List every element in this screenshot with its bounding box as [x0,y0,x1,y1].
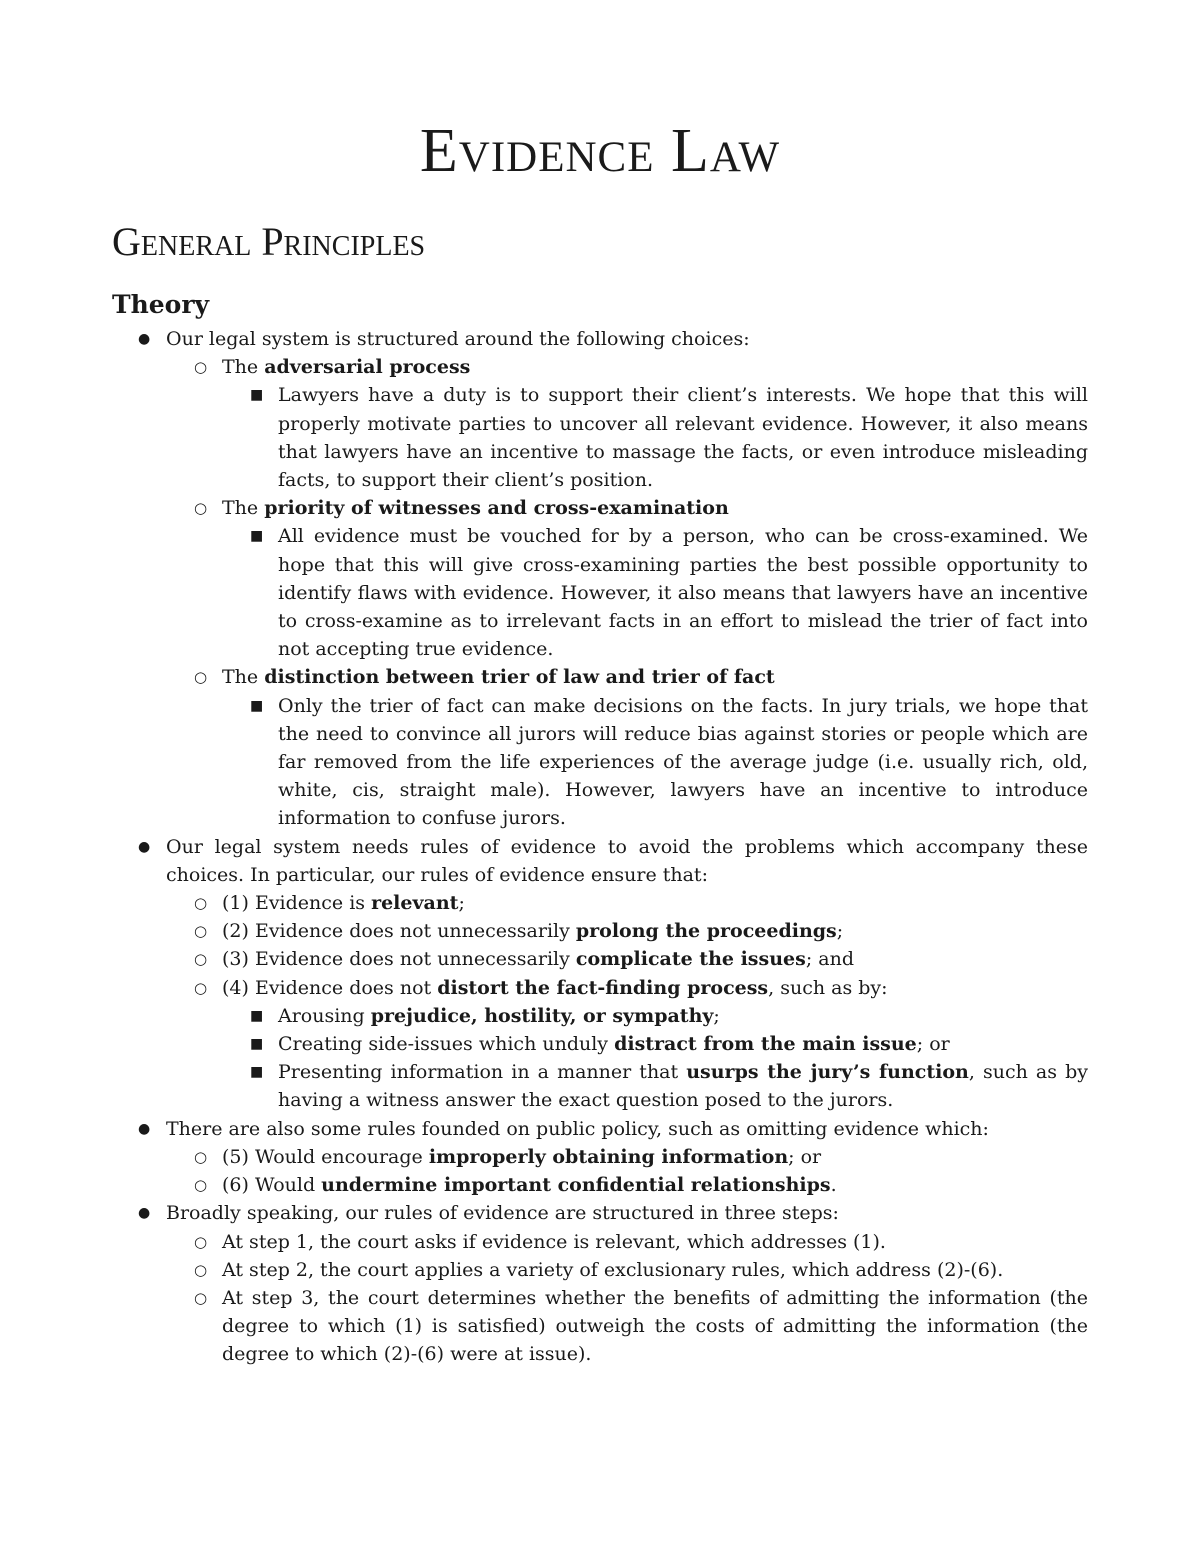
item-text: Only the trier of fact can make decisions on the facts. In jury trials, we hope that the need to convince all jurors will reduce bias against stories or people which are far removed from the life experiences of the average judge (i.e. usually rich, old, white, cis, straight male). However, lawyers have an incentive to introduce information to confuse jurors. [278,694,1088,830]
item-text: (6) Would [222,1174,322,1197]
item-bold-term: adversarial process [264,356,471,379]
item-text: All evidence must be vouched for by a person, who can be cross-examined. We hope that this will give cross-examining parties the best possible opportunity to identify flaws with evidence. However, it also means that lawyers have an incentive to cross-examine as to irrelevant facts in an effort to mislead the trier of fact into not accepting true evidence. [278,525,1088,661]
list-item-text [222,1284,1088,1369]
bullet-marker-icon: ■ [250,1064,264,1081]
list-item-level-2 [194,1171,1088,1199]
list-item-level-2 [194,1143,1088,1171]
list-item-level-3 [250,522,1088,663]
item-text-suffix: ; [458,892,465,915]
bullet-marker-icon: ○ [194,1147,208,1166]
item-text: There are also some rules founded on public policy, such as omitting evidence which: [166,1117,989,1140]
bullet-marker-icon: ○ [194,922,208,941]
list-item-text [222,494,1088,522]
list-item-text [222,1171,1088,1199]
item-text: Presenting information in a manner that [278,1061,687,1084]
item-bold-term: undermine important confidential relationships [321,1174,831,1197]
item-bold-term: complicate the issues [575,948,806,971]
item-bold-term: prejudice, hostility, or sympathy [370,1004,714,1027]
item-text-suffix: , such as by: [768,976,888,999]
item-text-suffix: ; or [788,1145,822,1168]
list-item-level-2 [194,974,1089,1115]
nested-list [250,522,1088,663]
list-item-level-3 [250,1002,1088,1030]
bullet-marker-icon: ○ [194,668,208,687]
list-item-level-2 [194,1256,1088,1284]
list-item-text [222,663,1088,691]
bullet-marker-icon: ○ [194,1288,208,1307]
nested-list [250,381,1088,494]
bullet-marker-icon: ○ [194,358,208,377]
list-item-text [166,1199,1088,1227]
list-item-level-1 [138,833,1089,1115]
item-text: Lawyers have a duty is to support their client’s interests. We hope that this will properly motivate parties to uncover all relevant evidence. However, it also means that lawyers have an incentive to massage the facts, or even introduce misleading facts, to support their client’s position. [278,384,1088,492]
list-item-text [222,974,1088,1002]
nested-list [194,1228,1088,1369]
bullet-marker-icon: ○ [194,499,208,518]
item-text: (1) Evidence is [222,892,372,915]
document-title: Evidence Law [419,117,781,185]
item-bold-term: distinction between trier of law and trier of fact [264,666,775,689]
bullet-marker-icon: ● [138,1205,151,1222]
item-text: At step 3, the court determines whether the benefits of admitting the information (the degree to which (1) is satisfied) outweigh the costs of admitting the information (the degree to which (2)-(6) were at issue). [222,1286,1088,1366]
item-text: (4) Evidence does not [222,976,438,999]
subsection-heading: Theory [112,290,210,319]
list-item-text [278,522,1088,663]
bullet-marker-icon: ○ [194,1260,208,1279]
list-item-text [166,833,1088,889]
item-text: Our legal system is structured around the following choices: [166,328,750,350]
item-text: Arousing [278,1004,371,1027]
item-text-suffix: ; or [916,1033,950,1056]
bullet-marker-icon: ■ [250,387,264,404]
item-text: At step 1, the court asks if evidence is relevant, which addresses (1). [222,1230,886,1253]
bullet-marker-icon: ● [138,838,151,855]
item-text-suffix: ; and [805,948,854,971]
list-item-level-2 [194,917,1088,945]
list-item-level-2 [194,889,1088,917]
list-item-level-2 [194,945,1088,973]
item-text: Our legal system needs rules of evidence to avoid the problems which accompany these choices. In particular, our rules of evidence ensure that: [166,835,1088,886]
item-text: Creating side-issues which unduly [278,1033,615,1056]
bullet-marker-icon: ○ [194,1176,208,1195]
bullet-list-content [138,325,1089,1369]
bullet-marker-icon: ■ [250,697,264,714]
list-item-text [278,1030,1088,1058]
list-item-text [222,945,1088,973]
bullet-marker-icon: ● [138,331,151,347]
nested-list [250,1002,1089,1115]
nested-list [250,692,1088,833]
list-item-level-3 [250,1030,1088,1058]
list-item-text [278,692,1088,833]
list-item-level-2 [194,1284,1088,1369]
item-bold-term: prolong the proceedings [575,920,837,943]
list-item-level-3 [250,1058,1089,1114]
list-item-text [222,889,1088,917]
bullet-marker-icon: ■ [250,528,264,545]
nested-list [194,1143,1088,1199]
item-bold-term: distract from the main issue [614,1033,917,1056]
nested-list [194,353,1088,832]
list-item-text [278,381,1088,494]
list-item-text [278,1058,1088,1114]
item-bold-term: priority of witnesses and cross-examination [264,497,729,520]
list-item-text [222,1143,1088,1171]
bullet-marker-icon: ○ [194,978,208,997]
bullet-marker-icon: ○ [194,894,208,913]
item-text: (5) Would encourage [222,1145,429,1168]
list-item-level-1 [138,325,1088,833]
item-text: (2) Evidence does not unnecessarily [222,920,576,943]
item-text: Broadly speaking, our rules of evidence are structured in three steps: [166,1202,839,1225]
section-heading: General Principles [112,219,426,264]
list-item-text [278,1002,1088,1030]
item-bold-term: relevant [371,892,459,915]
item-text: (3) Evidence does not unnecessarily [222,948,576,971]
bullet-list [138,325,1089,1369]
list-item-text [222,353,1088,381]
list-item-text [166,1115,1088,1143]
list-item-text [222,1228,1088,1256]
item-text-suffix: , such as by having a witness answer the exact question posed to the jurors. [278,1061,1089,1112]
list-item-level-2 [194,494,1088,663]
bullet-marker-icon: ● [138,1120,151,1137]
list-item-level-2 [194,1228,1088,1256]
nested-list [194,889,1089,1115]
item-text-suffix: ; [836,920,844,943]
list-item-level-1 [138,1115,1088,1200]
item-text-suffix: ; [713,1004,720,1027]
list-item-level-3 [250,381,1088,494]
bullet-marker-icon: ■ [250,1036,264,1053]
list-item-text [166,325,1088,353]
bullet-marker-icon: ○ [194,1232,208,1251]
list-item-level-2 [194,353,1088,494]
bullet-marker-icon: ○ [194,950,208,969]
item-text-suffix: . [830,1174,837,1197]
list-item-level-2 [194,663,1088,832]
item-bold-term: usurps the jury’s function [686,1061,969,1084]
list-item-text [222,1256,1088,1284]
bullet-marker-icon: ■ [250,1007,264,1024]
list-item-text [222,917,1088,945]
list-item-level-3 [250,692,1088,833]
item-bold-term: improperly obtaining information [428,1145,789,1168]
item-bold-term: distort the fact-finding process [437,976,769,999]
item-text: The [222,666,265,689]
item-text: The [222,356,265,379]
item-text: The [222,497,265,520]
list-item-level-1 [138,1199,1088,1368]
item-text: At step 2, the court applies a variety of exclusionary rules, which address (2)-(6). [222,1258,1004,1281]
